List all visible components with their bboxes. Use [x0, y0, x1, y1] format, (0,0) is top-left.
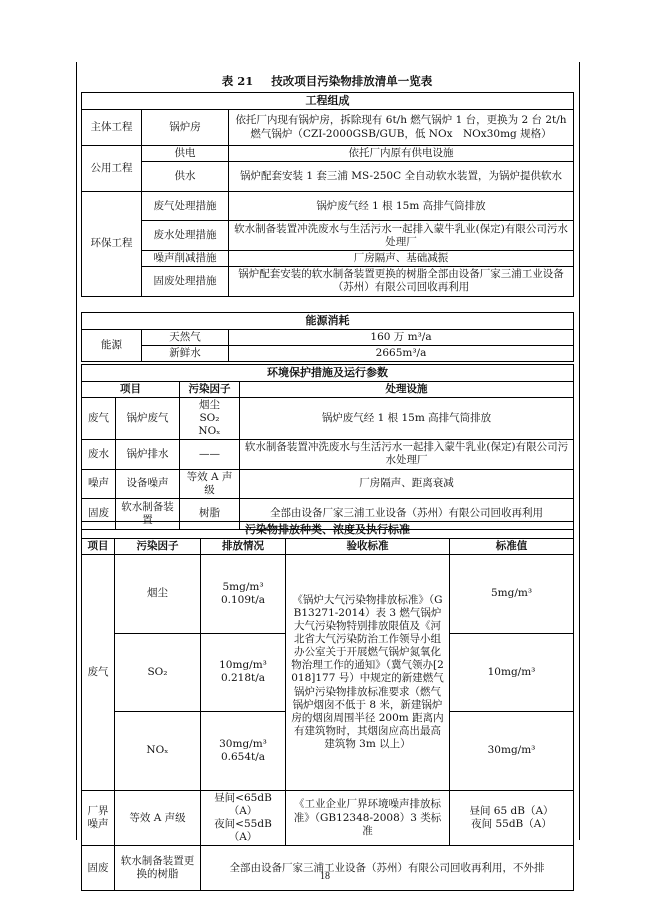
engineering-table — [81, 92, 574, 297]
standard-factor: SO₂ — [115, 633, 201, 711]
measure-facility: 锅炉废气经 1 根 15m 高排气筒排放 — [240, 397, 574, 439]
category-public: 公用工程 — [82, 146, 142, 192]
item-name: 废气处理措施 — [142, 192, 229, 221]
table-number: 表 21 — [221, 74, 254, 88]
category-env: 环保工程 — [82, 192, 142, 296]
emission-value — [201, 554, 286, 633]
item-name: 固废处理措施 — [142, 267, 229, 296]
measure-type: 噪声 — [82, 469, 116, 498]
emission-line: 5mg/m³ — [222, 580, 264, 593]
measure-factor: —— — [180, 440, 240, 469]
energy-table — [81, 312, 574, 362]
standard-limit: 10mg/m³ — [450, 633, 574, 711]
col-header: 排放情况 — [201, 538, 286, 554]
emission-line: 夜间<55dB（A） — [214, 818, 272, 844]
measure-factor: 树脂 — [180, 498, 240, 529]
measure-facility: 全部由设备厂家三浦工业设备（苏州）有限公司回收再利用 — [240, 498, 574, 529]
emission-value — [201, 633, 286, 711]
measure-type: 废气 — [82, 397, 116, 439]
item-name: 供水 — [142, 162, 229, 192]
standard-factor: NOₓ — [115, 711, 201, 790]
category-main: 主体工程 — [82, 110, 142, 146]
col-header: 项目 — [82, 538, 115, 554]
col-header: 标准值 — [450, 538, 574, 554]
col-header: 验收标准 — [286, 538, 450, 554]
emission-line: 昼间<65dB（A） — [214, 791, 272, 817]
section-header-engineering: 工程组成 — [82, 93, 574, 110]
table-caption: 技改项目污染物排放清单一览表 — [271, 74, 433, 88]
measure-facility: 软水制备装置冲洗废水与生活污水一起排入蒙牛乳业(保定)有限公司污水处理厂 — [240, 440, 574, 469]
page-number: 18 — [320, 871, 330, 882]
factor-line: NOₓ — [198, 425, 221, 438]
emission-value — [201, 790, 286, 846]
emission-line: 0.654t/a — [220, 750, 266, 763]
standard-text-noise: 《工业企业厂界环境噪声排放标准》（GB12348-2008）3 类标准 — [286, 790, 450, 846]
measure-facility: 厂房隔声、距离衰减 — [240, 469, 574, 498]
section-header-standards: 污染物排放种类、浓度及执行标准 — [82, 522, 574, 539]
item-desc: 依托厂内原有供电设施 — [229, 146, 574, 162]
measure-source: 锅炉排水 — [116, 440, 180, 469]
energy-value: 160 万 m³/a — [229, 329, 574, 345]
item-desc: 锅炉配套安装 1 套三浦 MS-250C 全自动软水装置，为锅炉提供软水 — [229, 162, 574, 192]
measure-factor: 等效 A 声级 — [180, 469, 240, 498]
standard-factor: 软水制备装置更换的树脂 — [115, 846, 201, 891]
measure-type: 废水 — [82, 440, 116, 469]
standard-factor: 烟尘 — [115, 554, 201, 633]
emission-line: 0.218t/a — [220, 672, 266, 685]
emission-line: 0.109t/a — [220, 593, 266, 606]
emission-value — [201, 711, 286, 790]
measure-type: 固废 — [82, 498, 116, 529]
item-desc: 锅炉配套安装的软水制备装置更换的树脂全部由设备厂家三浦工业设备（苏州）有限公司回收再利用 — [229, 267, 574, 296]
item-name: 噪声削减措施 — [142, 251, 229, 267]
col-header: 污染因子 — [115, 538, 201, 554]
col-item: 项目 — [82, 381, 180, 397]
standard-type-gas: 废气 — [82, 554, 115, 790]
factor-line: SO₂ — [199, 412, 220, 424]
standard-factor: 等效 A 声级 — [115, 790, 201, 846]
item-name: 供电 — [142, 146, 229, 162]
measure-source: 锅炉废气 — [116, 397, 180, 439]
section-header-measures: 环境保护措施及运行参数 — [82, 365, 574, 382]
category-energy: 能源 — [82, 329, 142, 361]
item-desc: 软水制备装置冲洗废水与生活污水一起排入蒙牛乳业(保定)有限公司污水处理厂 — [229, 221, 574, 251]
energy-name: 新鲜水 — [142, 345, 229, 361]
solid-desc: 全部由设备厂家三浦工业设备（苏州）有限公司回收再利用，不外排 — [201, 846, 574, 891]
table-title — [76, 74, 578, 88]
standard-limit: 30mg/m³ — [450, 711, 574, 790]
emission-line: 30mg/m³ — [219, 737, 267, 750]
standard-limit: 5mg/m³ — [450, 554, 574, 633]
col-facility: 处理设施 — [240, 381, 574, 397]
standards-table — [81, 521, 574, 891]
col-factor: 污染因子 — [180, 381, 240, 397]
energy-name: 天然气 — [142, 329, 229, 345]
limit-line: 夜间 55dB（A） — [471, 818, 552, 831]
energy-value: 2665m³/a — [229, 345, 574, 361]
measures-table — [81, 364, 574, 530]
section-header-energy: 能源消耗 — [82, 313, 574, 330]
item-name: 废水处理措施 — [142, 221, 229, 251]
standard-type-solid: 固废 — [82, 846, 115, 891]
limit-line: 昼间 65 dB（A） — [469, 805, 554, 817]
measure-source: 设备噪声 — [116, 469, 180, 498]
factor-line: 烟尘 — [199, 398, 220, 411]
standard-limit — [450, 790, 574, 846]
item-desc: 依托厂内现有锅炉房，拆除现有 6t/h 燃气锅炉 1 台，更换为 2 台 2t/h 燃气锅炉（CZI-2000GSB/GUB，低 NOx NOx30mg 规格） — [229, 110, 574, 146]
item-name: 锅炉房 — [142, 110, 229, 146]
emission-line: 10mg/m³ — [219, 659, 267, 672]
measure-source: 软水制备装置 — [116, 498, 180, 529]
item-desc: 锅炉废气经 1 根 15m 高排气筒排放 — [229, 192, 574, 221]
item-desc: 厂房隔声、基础减振 — [229, 251, 574, 267]
standard-text-gas: 《锅炉大气污染物排放标准》（GB13271-2014）表 3 燃气锅炉大气污染物特别排放限值及《河北省大气污染防治工作领导小组办公室关于开展燃气锅炉氮氧化物治理工作的通知》（冀气领办[2018]177 号）中规定的新建燃气锅炉污染物排放标准要求（燃气锅炉烟囱不低于 8 米，新建锅炉房的烟囱周围半径 200m 距离内有建筑物时，其烟囱应高出最高建筑物 3m 以上） — [286, 554, 450, 790]
measure-factor — [180, 397, 240, 439]
standard-type-noise: 厂界噪声 — [82, 790, 115, 846]
